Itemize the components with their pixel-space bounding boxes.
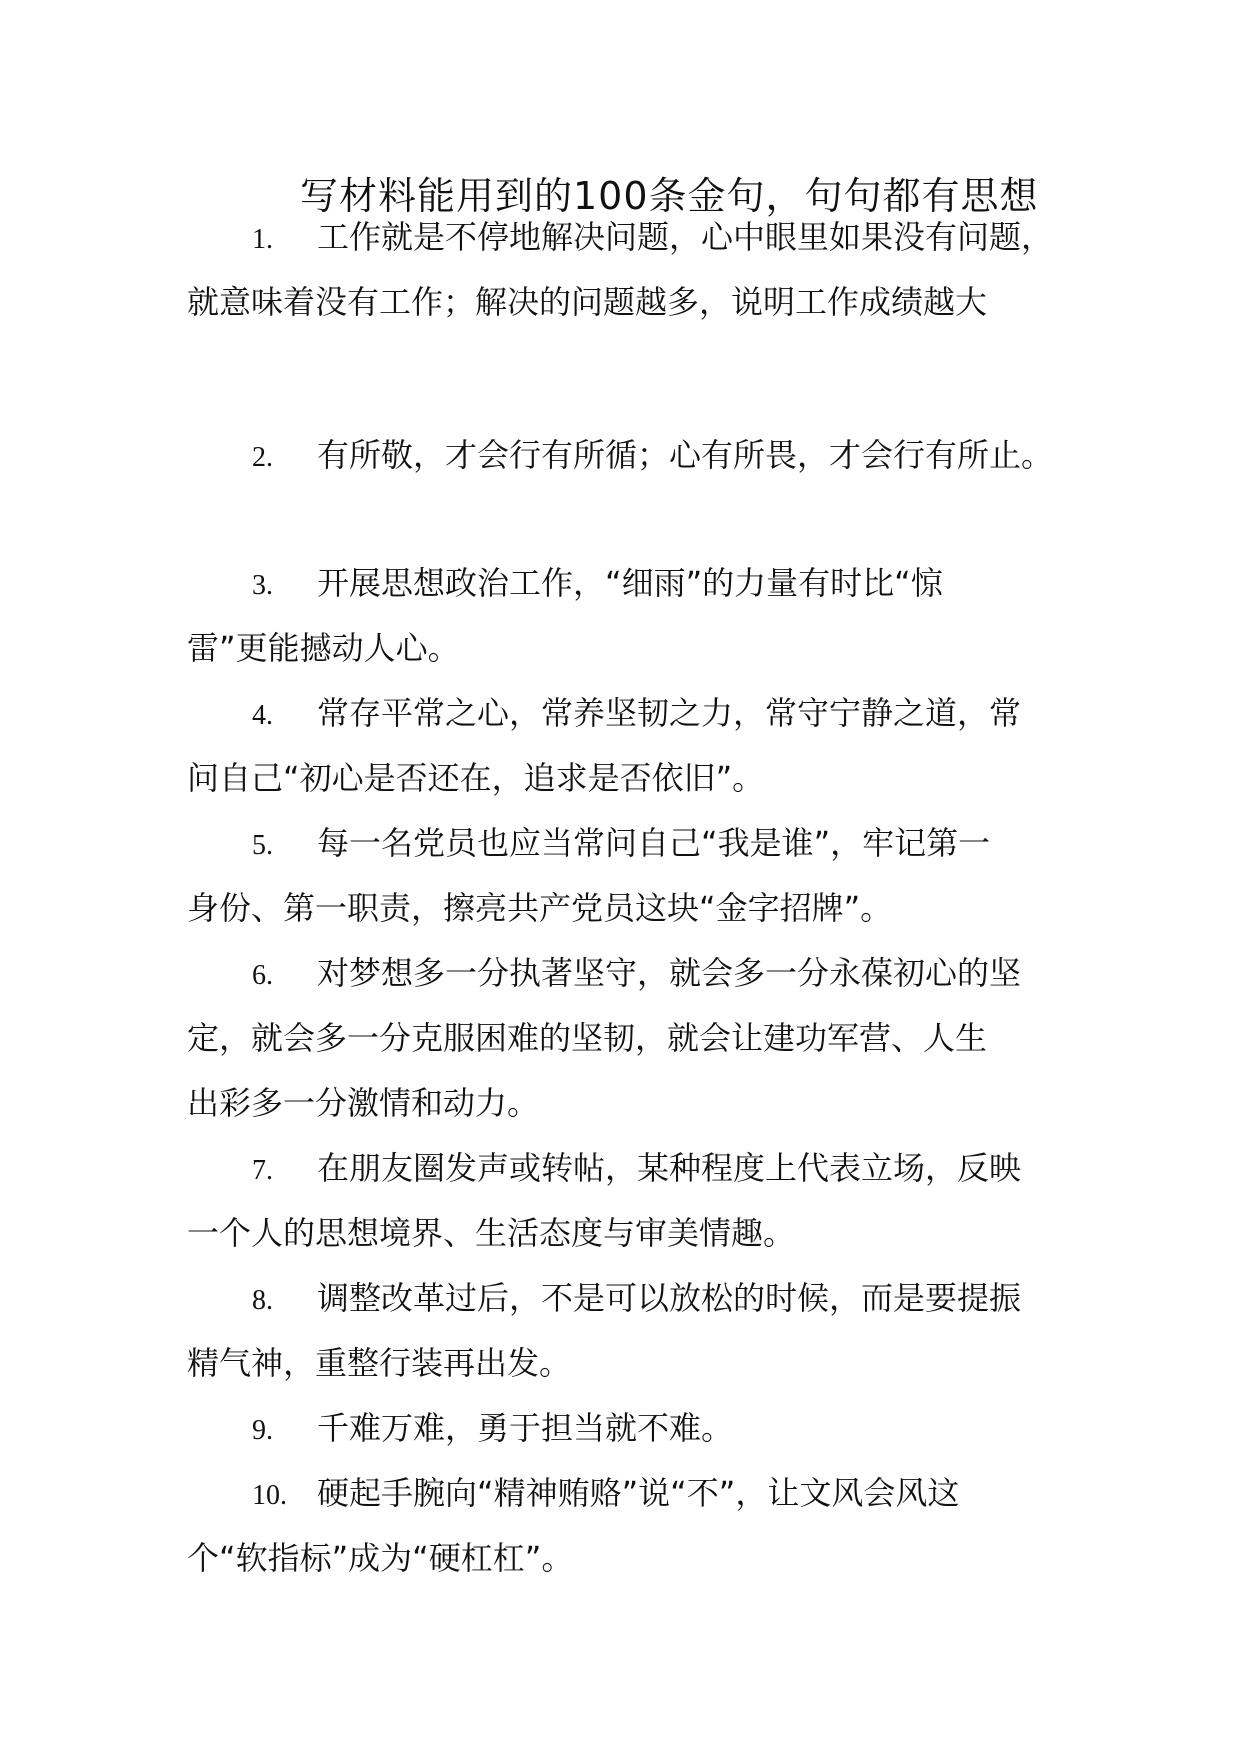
- item-text: 雷”更能撼动人心。: [187, 629, 460, 667]
- item-number: 1.: [252, 224, 273, 255]
- item-text: 精气神，重整行装再出发。: [187, 1344, 572, 1382]
- item-text: 身份、第一职责，擦亮共产党员这块“金字招牌”。: [187, 889, 893, 927]
- item-text: 硬起手腕向“精神贿赂”说“不”，让文风会风这: [317, 1474, 960, 1512]
- item-number: 8.: [252, 1285, 273, 1316]
- document-title: 写材料能用到的100条金句，句句都有思想: [300, 174, 1039, 218]
- list-item: [187, 423, 1067, 488]
- item-text: 定，就会多一分克服困难的坚韧，就会让建功军营、人生: [187, 1019, 988, 1057]
- item-text: 工作就是不停地解决问题，心中眼里如果没有问题，: [317, 218, 1054, 256]
- item-text: 有所敬，才会行有所循；心有所畏，才会行有所止。: [317, 436, 1054, 474]
- item-first-line: [187, 681, 1067, 746]
- list-item: [187, 1136, 1067, 1266]
- item-number: 5.: [252, 830, 273, 861]
- item-text: 开展思想政治工作，“细雨”的力量有时比“惊: [317, 564, 943, 602]
- list-item: [187, 811, 1067, 941]
- item-text: 常存平常之心，常养坚韧之力，常守宁静之道，常: [317, 694, 1022, 732]
- list-item: [187, 551, 1067, 681]
- item-text: 每一名党员也应当常问自己“我是谁”，牢记第一: [317, 824, 991, 862]
- item-text: 个“软指标”成为“硬杠杠”。: [187, 1539, 574, 1577]
- item-first-line: [187, 551, 1067, 616]
- list-item: [187, 941, 1067, 1136]
- item-first-line: [187, 423, 1067, 488]
- item-text: 就意味着没有工作；解决的问题越多，说明工作成绩越大: [187, 283, 988, 321]
- list-item: [187, 1461, 1067, 1591]
- item-text: 千难万难，勇于担当就不难。: [317, 1409, 734, 1447]
- list-item: [187, 1396, 1067, 1461]
- item-text: 调整改革过后，不是可以放松的时候，而是要提振: [317, 1279, 1022, 1317]
- item-first-line: [187, 1461, 1067, 1526]
- item-text: 对梦想多一分执著坚守，就会多一分永葆初心的坚: [317, 954, 1022, 992]
- list-item: [187, 205, 1067, 335]
- item-number: 10.: [252, 1480, 287, 1511]
- item-number: 9.: [252, 1415, 273, 1446]
- item-text: 一个人的思想境界、生活态度与审美情趣。: [187, 1214, 796, 1252]
- item-first-line: [187, 811, 1067, 876]
- list-item: [187, 681, 1067, 811]
- item-first-line: [187, 1396, 1067, 1461]
- item-first-line: [187, 1136, 1067, 1201]
- item-first-line: [187, 1266, 1067, 1331]
- item-first-line: [187, 205, 1067, 270]
- item-number: 3.: [252, 570, 273, 601]
- item-text: 问自己“初心是否还在，追求是否依旧”。: [187, 759, 765, 797]
- item-text: 在朋友圈发声或转帖，某种程度上代表立场，反映: [317, 1149, 1022, 1187]
- item-number: 4.: [252, 700, 273, 731]
- item-text: 出彩多一分激情和动力。: [187, 1084, 540, 1122]
- item-number: 7.: [252, 1155, 273, 1186]
- item-first-line: [187, 941, 1067, 1006]
- item-number: 2.: [252, 442, 273, 473]
- item-number: 6.: [252, 960, 273, 991]
- list-item: [187, 1266, 1067, 1396]
